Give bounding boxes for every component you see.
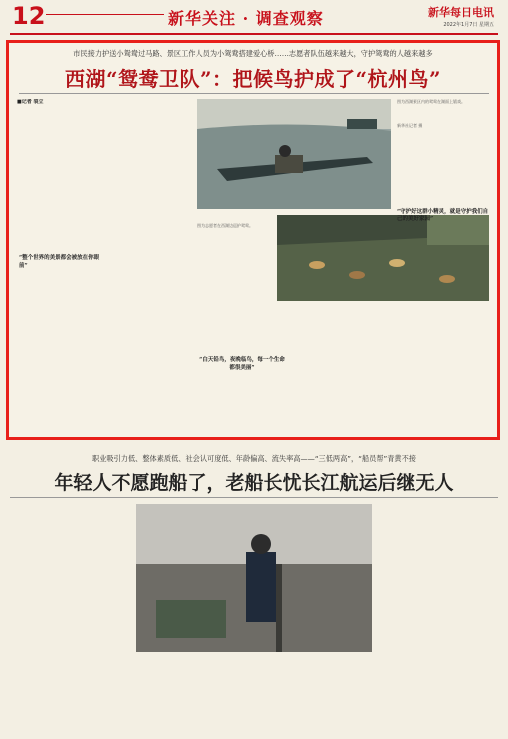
story1-column-6 bbox=[397, 229, 489, 433]
issue-date: 2022年1月7日 星期五 bbox=[443, 22, 494, 28]
story1-headline: 西湖“鸳鸯卫队”：把候鸟护成了“杭州鸟” bbox=[64, 67, 441, 91]
boatman-photo-image bbox=[136, 504, 372, 652]
story2-column-3 bbox=[378, 506, 496, 732]
boat-photo bbox=[197, 99, 391, 209]
story1-column-5 bbox=[397, 143, 489, 203]
header-line bbox=[46, 14, 164, 15]
story1-column-4 bbox=[277, 307, 381, 433]
boatman-photo bbox=[136, 504, 372, 652]
photo-credit: 新华社记者 摄 bbox=[397, 123, 423, 128]
story2-rule bbox=[10, 497, 498, 498]
story1-kicker: 市民接力护送小鸳鸯过马路、景区工作人员为小鸳鸯搭建爱心桥……志愿者队伍越来越大，守护鸳鸯的人越来越多 bbox=[73, 49, 433, 58]
page-number: 12 bbox=[12, 2, 46, 30]
photo-caption-2: 图为志愿者在西湖边巡护鸳鸯。 bbox=[197, 223, 253, 228]
page-header bbox=[0, 0, 508, 34]
story1-subhead-3-box bbox=[197, 355, 287, 371]
story1-column-3 bbox=[197, 243, 271, 433]
story-mandarin-duck-guards bbox=[6, 40, 500, 440]
story1-column-2 bbox=[107, 99, 191, 433]
story1-subhead-3: “白天铅鸟，夜晚临鸟，每一个生命都很美丽” bbox=[199, 357, 285, 371]
photo-caption-1: 图为西湖景区内的鸳鸯在湖面上嬉戏。 bbox=[397, 99, 465, 104]
story1-column-1b bbox=[17, 265, 101, 433]
newspaper-name: 新华每日电讯 bbox=[428, 6, 494, 19]
boat-photo-image bbox=[197, 99, 391, 209]
section-title: 新华关注 · 调查观察 bbox=[168, 9, 324, 28]
story1-subhead-1: “整个世界的美景都会被放在你眼前” bbox=[19, 255, 100, 269]
header-rule bbox=[10, 33, 498, 35]
story1-rule bbox=[19, 93, 489, 94]
story2-column-2 bbox=[136, 660, 372, 732]
story1-byline: ■记者 裘立 bbox=[17, 99, 44, 105]
story1-column-1 bbox=[17, 99, 101, 249]
masthead bbox=[428, 4, 494, 28]
story2-column-1 bbox=[12, 506, 128, 732]
story1-subhead-2: “守护好这群小精灵，就是守护我们自己的美好家园” bbox=[397, 209, 489, 222]
story2-headline: 年轻人不愿跑船了，老船长忧长江航运后继无人 bbox=[54, 472, 454, 494]
story2-kicker: 职业吸引力低、整体素质低、社会认可度低、年龄偏高、流失率高——“三低两高”，“船员帮”青黄不接 bbox=[92, 454, 416, 463]
